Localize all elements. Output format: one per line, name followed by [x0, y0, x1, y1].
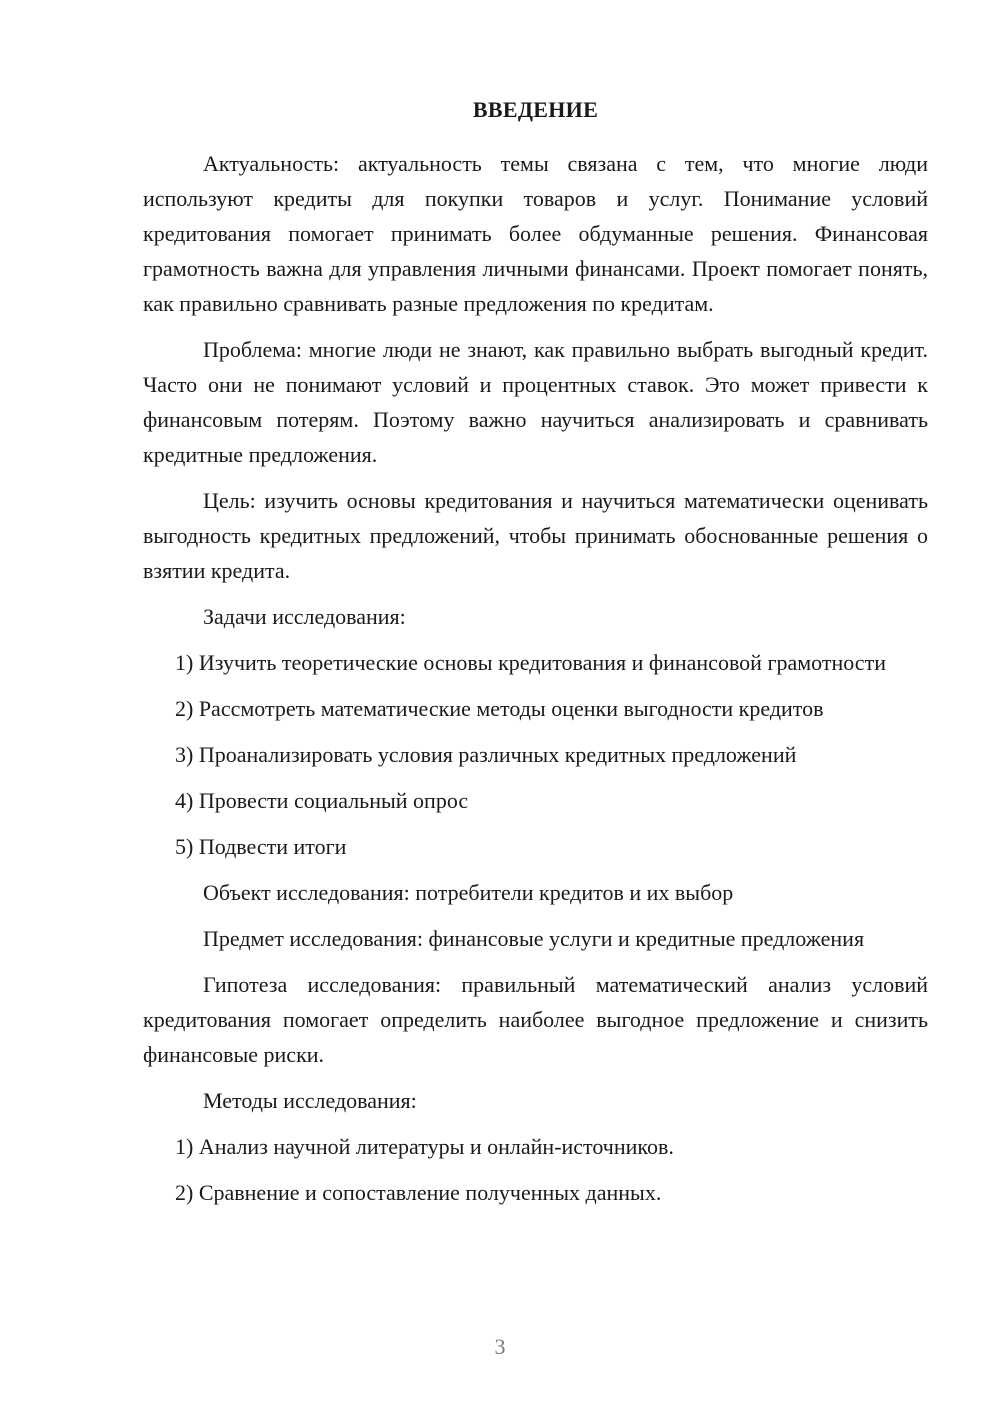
method-item: 2) Сравнение и сопоставление полученных данных.: [175, 1180, 662, 1205]
relevance-paragraph: Актуальность: актуальность темы связана с тем, что многие люди используют кредиты для покупки товаров и услуг. Понимание условий кредитования помогает принимать более обдуманные решения. Финансовая грамотность важна для управления личными финансами. Проект помогает понять, как правильно сравнивать разные предложения по кредитам.: [143, 151, 928, 316]
method-item: 1) Анализ научной литературы и онлайн-источников.: [175, 1134, 674, 1159]
goal-paragraph: Цель: изучить основы кредитования и научиться математически оценивать выгодность кредитных предложений, чтобы принимать обоснованные решения о взятии кредита.: [143, 488, 928, 583]
task-item: 1) Изучить теоретические основы кредитования и финансовой грамотности: [175, 650, 886, 675]
section-title: ВВЕДЕНИЕ: [472, 97, 599, 122]
methods-heading: Методы исследования:: [203, 1088, 417, 1113]
tasks-heading: Задачи исследования:: [203, 604, 406, 629]
task-item: 4) Провести социальный опрос: [175, 788, 469, 813]
task-item: 5) Подвести итоги: [175, 834, 347, 859]
subject-paragraph: Предмет исследования: финансовые услуги и кредитные предложения: [203, 926, 865, 951]
hypothesis-paragraph: Гипотеза исследования: правильный математический анализ условий кредитования помогает определить наиболее выгодное предложение и снизить финансовые риски.: [143, 972, 928, 1067]
object-paragraph: Объект исследования: потребители кредитов и их выбор: [203, 880, 734, 905]
task-item: 2) Рассмотреть математические методы оценки выгодности кредитов: [175, 696, 824, 721]
problem-paragraph: Проблема: многие люди не знают, как правильно выбрать выгодный кредит. Часто они не понимают условий и процентных ставок. Это может привести к финансовым потерям. Поэтому важно научиться анализировать и сравнивать кредитные предложения.: [143, 337, 928, 467]
task-item: 3) Проанализировать условия различных кредитных предложений: [175, 742, 797, 767]
page-number: 3: [494, 1334, 506, 1359]
document-page: [143, 96, 928, 1221]
